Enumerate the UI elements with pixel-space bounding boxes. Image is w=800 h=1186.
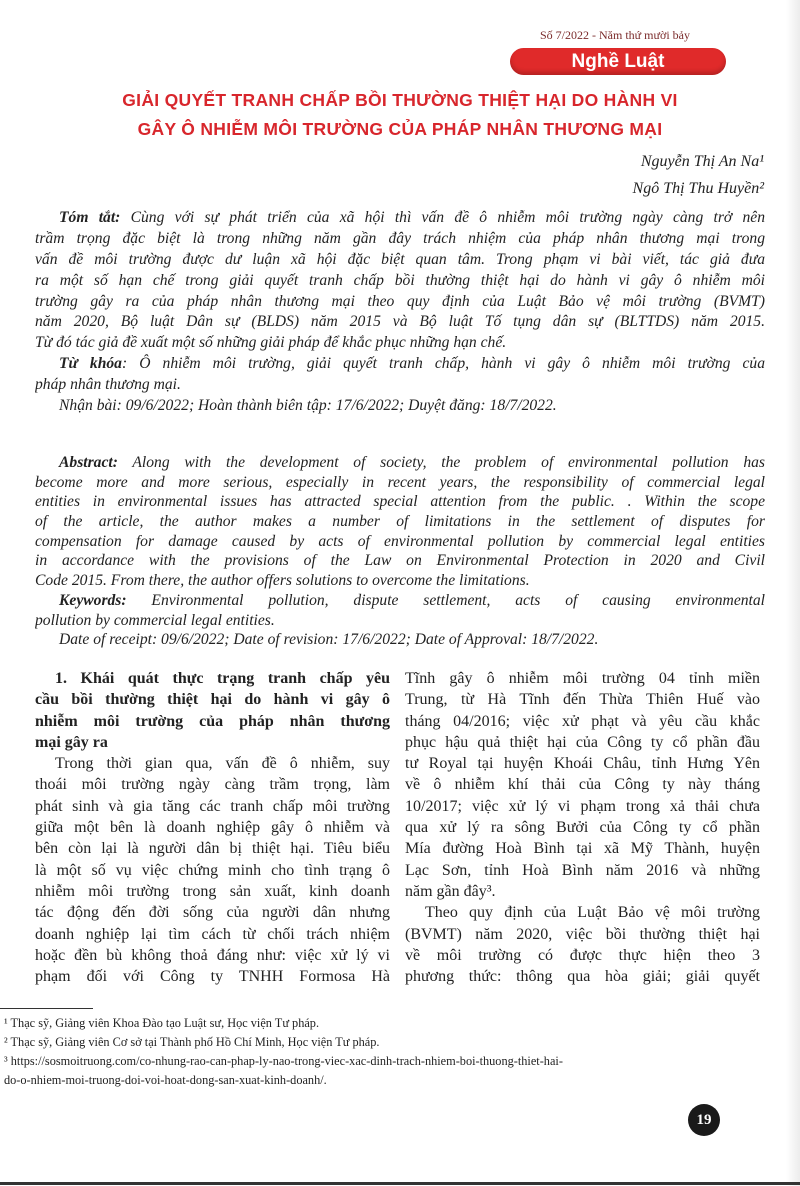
page-number: 19 [688,1104,720,1136]
text-line [35,512,765,532]
line-text: Code 2015. From there, the author offers solutions to overcome the limitations. [35,572,530,590]
line-text: become more and more serious, especially in recent years, the responsibility of commercial legal [35,473,765,491]
text-line [35,375,765,396]
text-line [35,611,765,631]
footnote-1: ¹ Thạc sỹ, Giảng viên Khoa Đào tạo Luật sư, Học viện Tư pháp. [4,1016,320,1030]
magazine-badge: Nghề Luật [510,48,726,75]
line-text: pháp nhân thương mại. [35,376,181,394]
line-text: tháng 04/2016; việc xử phạt và yêu cầu khắc [405,712,760,730]
text-line [35,860,390,881]
text-line [35,250,765,271]
line-text: năm 2020, Bộ luật Dân sự (BLDS) năm 2015 và Bộ luật Tố tụng dân sự (BLTTDS) năm 2015. [35,313,765,331]
line-text: Theo quy định của Luật Bảo vệ môi trường [425,904,760,922]
line-text: vấn đề môi trường được dư luận xã hội đặc biệt quan tâm. Trong phạm vi bài viết, tác giả đưa [35,250,765,268]
text-line [35,668,390,689]
text-line [35,208,765,229]
text-line [405,902,760,923]
line-text: phương thức: thông qua hòa giải; giải quyết [405,968,760,986]
text-line [35,902,390,923]
text-line [405,860,760,881]
line-text: giữa một bên là doanh nghiệp gây ô nhiễm và [35,819,390,837]
line-text: Along with the development of society, the problem of environmental pollution has [117,454,765,471]
line-text: là một số vụ việc chứng minh cho tình trạng ô [35,861,390,879]
text-line [35,753,390,774]
line-text: 10/2017; việc xử lý vi phạm trong xả thải chưa [405,797,760,815]
line-text: compensation for damage caused by acts of environmental pollution by commercial legal entities [35,532,765,550]
line-text: cầu bồi thường thiệt hại do hành vi gây ô [35,691,390,709]
line-label: Từ khóa [59,355,122,373]
text-line [35,312,765,333]
line-text: Environmental pollution, dispute settlement, acts of causing environmental [126,591,765,609]
line-text: Nhận bài: 09/6/2022; Hoàn thành biên tập: 17/6/2022; Duyệt đăng: 18/7/2022. [59,397,557,415]
line-text: về môi trường có được thực hiện theo 3 [405,946,760,964]
line-text: : Ô nhiễm môi trường, giải quyết tranh chấp, hành vi gây ô nhiễm môi trường của [121,355,765,373]
line-text: ra một số hạn chế trong giải quyết tranh chấp bồi thường thiệt hại do hành vi gây ô nhiễm môi [35,271,765,289]
text-line [35,396,765,417]
line-text: trường gây ra của pháp nhân thương mại theo quy định của Luật Bảo vệ môi trường (BVMT) [35,292,765,310]
line-text: Tĩnh gây ô nhiễm môi trường 04 tỉnh miền [405,670,760,687]
article-title-line-2: GÂY Ô NHIỄM MÔI TRƯỜNG CỦA PHÁP NHÂN THƯƠNG MẠI [137,119,663,139]
text-line [35,945,390,966]
text-line [35,774,390,795]
line-text: in accordance with the provisions of the Law on Environmental Protection in 2020 and Civil [35,552,765,570]
text-line [35,591,765,611]
footnote-3-link-cont[interactable]: do-o-nhiem-moi-truong-doi-voi-hoat-dong-san-xuat-kinh-doanh/. [4,1073,327,1087]
line-text: phát sinh và gia tăng các tranh chấp môi trường [35,797,390,815]
article-title-line-1: GIẢI QUYẾT TRANH CHẤP BỒI THƯỜNG THIỆT HẠI DO HÀNH VI [122,90,678,110]
line-text: bên còn lại là người dân bị thiệt hại. Tiêu biểu [35,840,390,858]
body-column-right [405,668,760,987]
text-line [405,732,760,753]
text-line [35,271,765,292]
line-label: Keywords: [59,591,127,609]
abstract-vietnamese [35,208,765,417]
bottom-rule [0,1182,800,1185]
text-line [405,966,760,987]
text-line [35,571,765,591]
line-text: tư Royal tại huyện Khoái Châu, tỉnh Hưng Yên [405,755,760,773]
text-line [35,630,765,650]
text-line [35,966,390,987]
text-line [35,292,765,313]
abstract-english [35,453,765,650]
line-text: Lạc Sơn, tỉnh Hoà Bình năm 2016 và những [405,861,760,879]
line-text: tác động đến đời sống của người dân nhưng [35,904,390,922]
line-text: về ô nhiễm khí thải của Công ty này tháng [405,776,760,794]
text-line [35,796,390,817]
line-text: Cùng với sự phát triển của xã hội thì vấn đề ô nhiễm môi trường ngày càng trở nên [120,209,765,226]
text-line [405,711,760,732]
text-line [35,229,765,250]
line-label: Abstract: [59,454,118,471]
line-text: qua xử lý ra sông Bưởi của Công ty cổ phần [405,819,760,837]
line-text: of the article, the author makes a number of limitations in the settlement of disputes for [35,513,765,531]
line-text: Mía đường Hoà Bình tại xã Mỹ Thành, huyện [405,840,760,858]
text-line [35,492,765,512]
author-1: Nguyễn Thị An Na¹ [640,153,764,170]
text-line [405,881,760,902]
scan-edge-shadow [786,0,800,1186]
author-2: Ngô Thị Thu Huyền² [632,180,764,197]
line-text: nhiễm môi trường trong sản xuất, kinh doanh [35,882,390,900]
text-line [405,796,760,817]
line-text: Từ đó tác giả đề xuất một số những giải pháp để khắc phục những hạn chế. [35,334,507,352]
line-text: Trong thời gian qua, vấn đề ô nhiễm, suy [55,755,390,773]
footnote-3-link[interactable]: ³ https://sosmoitruong.com/co-nhung-rao-can-phap-ly-nao-trong-viec-xac-dinh-trach-nhiem-boi-thuong-thiet-hai- [4,1054,563,1068]
text-line [35,532,765,552]
text-line [35,924,390,945]
text-line [35,453,765,473]
text-line [405,924,760,945]
text-line [405,774,760,795]
line-text: nhiễm môi trường của pháp nhân thương [35,712,390,730]
line-text: 1. Khái quát thực trạng tranh chấp yêu [55,670,390,687]
text-line [405,817,760,838]
footnote-2: ² Thạc sỹ, Giảng viên Cơ sở tại Thành phố Hồ Chí Minh, Học viện Tư pháp. [4,1035,380,1049]
text-line [405,945,760,966]
line-text: pollution by commercial legal entities. [35,611,275,629]
line-text: thoái môi trường ngày càng trầm trọng, làm [35,776,390,794]
text-line [35,838,390,859]
text-line [35,354,765,375]
body-column-left [35,668,390,987]
footnote-divider [0,1008,93,1009]
line-text: (BVMT) năm 2020, việc bồi thường thiệt hại [405,925,760,943]
text-line [405,668,760,689]
line-text: hoặc đền bù không thoả đáng như: việc xử lý vi [35,946,390,964]
text-line [35,732,390,753]
text-line [35,881,390,902]
text-line [35,711,390,732]
text-line [35,333,765,354]
line-text: entities in environmental issues has attracted special attention from the public. . Within the scope [35,493,765,511]
line-text: mại gây ra [35,733,108,751]
text-line [35,689,390,710]
line-text: doanh nghiệp lại tìm cách từ chối trách nhiệm [35,925,390,943]
footnotes [4,1014,563,1090]
line-label: Tóm tắt: [59,209,121,226]
text-line [405,689,760,710]
text-line [35,551,765,571]
line-text: năm gần đây³. [405,882,496,900]
text-line [35,817,390,838]
line-text: phục hậu quả thiệt hại của Công ty cổ phần đầu [405,733,760,751]
text-line [405,838,760,859]
issue-info: Số 7/2022 - Năm thứ mười bảy [540,28,691,42]
text-line [35,473,765,493]
line-text: trầm trọng đặc biệt là trong những năm gần đây trách nhiệm của pháp nhân thương mại trong [35,229,765,247]
line-text: Date of receipt: 09/6/2022; Date of revision: 17/6/2022; Date of Approval: 18/7/2022. [59,631,599,649]
text-line [405,753,760,774]
line-text: Trung, từ Hà Tĩnh đến Thừa Thiên Huế vào [405,691,760,709]
line-text: phạm đối với Công ty TNHH Formosa Hà [35,968,390,986]
